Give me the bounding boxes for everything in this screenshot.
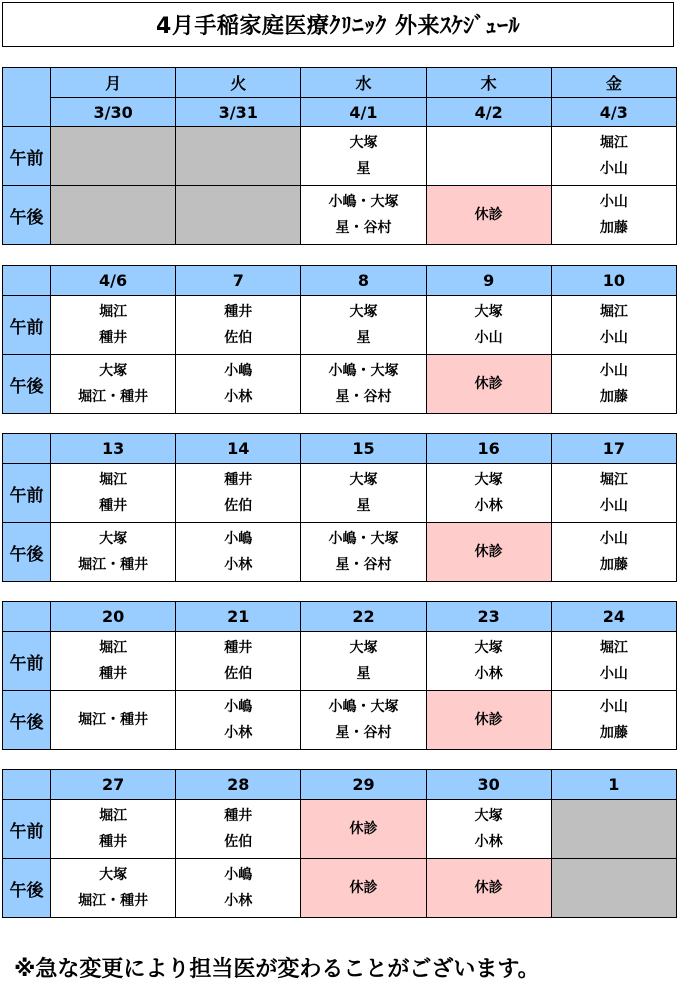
doctor-names: 種井: [224, 640, 253, 656]
schedule-cell: [176, 523, 301, 582]
schedule-cell: [176, 632, 301, 691]
afternoon-label: 午後: [3, 523, 51, 582]
schedule-cell: [551, 127, 676, 186]
doctor-names: 堀江: [599, 640, 628, 656]
date-header: 21: [176, 602, 301, 632]
morning-label: 午前: [3, 296, 51, 355]
doctor-names: 小嶋: [224, 699, 253, 715]
date-header: 17: [551, 434, 676, 464]
schedule-cell: [51, 691, 176, 750]
doctor-names: 種井: [99, 498, 128, 514]
schedule-cell: [551, 355, 676, 414]
schedule-cell: [51, 296, 176, 355]
header-corner: [3, 434, 51, 464]
schedule-cell: [426, 186, 551, 245]
header-corner: [3, 266, 51, 296]
doctor-names: 大塚: [99, 531, 128, 547]
date-header: 9: [426, 266, 551, 296]
schedule-cell: [176, 186, 301, 245]
date-header: 3/30: [51, 98, 176, 127]
doctor-names: 堀江: [99, 304, 128, 320]
morning-label: 午前: [3, 632, 51, 691]
doctor-names: 種井: [224, 808, 253, 824]
schedule-cell: [176, 800, 301, 859]
doctor-names: 星: [356, 161, 371, 177]
schedule-cell: [176, 464, 301, 523]
doctor-names: 小林: [224, 389, 253, 405]
date-header: 20: [51, 602, 176, 632]
doctor-names: 小林: [474, 498, 503, 514]
doctor-names: 小林: [224, 557, 253, 573]
change-notice: ※急な変更により担当医が変わることがございます。: [14, 957, 540, 982]
doctor-names: 種井: [224, 472, 253, 488]
schedule-cell: [551, 296, 676, 355]
header-corner: [3, 602, 51, 632]
doctor-names: 加藤: [599, 220, 628, 236]
schedule-cell: [551, 523, 676, 582]
header-corner: [3, 770, 51, 800]
schedule-cell: [301, 464, 426, 523]
week-table: [2, 601, 677, 750]
doctor-names: 小山: [474, 330, 503, 346]
doctor-names: 大塚: [474, 472, 503, 488]
afternoon-row: [3, 355, 677, 414]
morning-row: [3, 800, 677, 859]
doctor-names: 佐伯: [224, 666, 253, 682]
schedule-cell: [551, 800, 676, 859]
date-header: 30: [426, 770, 551, 800]
doctor-names: 星・谷村: [335, 220, 392, 236]
doctor-names: 小山: [599, 363, 628, 379]
schedule-cell: [301, 859, 426, 918]
doctor-names: 星: [356, 666, 371, 682]
doctor-names: 小嶋: [224, 531, 253, 547]
doctor-names: 星・谷村: [335, 725, 392, 741]
morning-label: 午前: [3, 464, 51, 523]
doctor-names: 堀江: [99, 472, 128, 488]
date-header: 23: [426, 602, 551, 632]
schedule-cell: [51, 800, 176, 859]
doctor-names: 星: [356, 330, 371, 346]
schedule-cell: [301, 186, 426, 245]
doctor-names: 大塚: [474, 808, 503, 824]
doctor-names: 小嶋: [224, 867, 253, 883]
doctor-names: 小林: [224, 725, 253, 741]
date-header: 24: [551, 602, 676, 632]
date-header: 4/6: [51, 266, 176, 296]
doctor-names: 小山: [599, 498, 628, 514]
date-header: 10: [551, 266, 676, 296]
afternoon-label: 午後: [3, 186, 51, 245]
doctor-names: 堀江: [599, 304, 628, 320]
doctor-names: 小山: [599, 531, 628, 547]
doctor-names: 大塚: [474, 304, 503, 320]
date-header: 4/1: [301, 98, 426, 127]
doctor-names: 小山: [599, 330, 628, 346]
schedule-cell: [301, 523, 426, 582]
doctor-names: 加藤: [599, 725, 628, 741]
date-header: 1: [551, 770, 676, 800]
schedule-cell: [426, 127, 551, 186]
date-header: 15: [301, 434, 426, 464]
date-header: 16: [426, 434, 551, 464]
doctor-names: 大塚: [99, 363, 128, 379]
doctor-names: 堀江: [599, 135, 628, 151]
doctor-names: 星・谷村: [335, 389, 392, 405]
doctor-names: 種井: [99, 834, 128, 850]
week-table: [2, 769, 677, 918]
morning-label: 午前: [3, 800, 51, 859]
closed-label: 休診: [349, 821, 378, 837]
closed-label: 休診: [474, 376, 503, 392]
doctor-names: 小嶋・大塚: [328, 531, 399, 547]
doctor-names: 種井: [99, 330, 128, 346]
doctor-names: 大塚: [349, 640, 378, 656]
schedule-cell: [426, 464, 551, 523]
doctor-names: 小山: [599, 699, 628, 715]
weekday-header: 水: [301, 68, 426, 98]
closed-label: 休診: [474, 880, 503, 896]
doctor-names: 小山: [599, 161, 628, 177]
doctor-names: 堀江: [599, 472, 628, 488]
doctor-names: 佐伯: [224, 498, 253, 514]
weekday-header: 木: [426, 68, 551, 98]
schedule-cell: [301, 296, 426, 355]
doctor-names: 堀江・種井: [78, 389, 149, 405]
doctor-names: 大塚: [99, 867, 128, 883]
doctor-names: 小山: [599, 666, 628, 682]
doctor-names: 佐伯: [224, 834, 253, 850]
schedule-cell: [51, 355, 176, 414]
morning-row: [3, 127, 677, 186]
schedule-cell: [551, 186, 676, 245]
doctor-names: 小山: [599, 194, 628, 210]
schedule-cell: [51, 523, 176, 582]
afternoon-row: [3, 523, 677, 582]
morning-label: 午前: [3, 127, 51, 186]
doctor-names: 小嶋・大塚: [328, 363, 399, 379]
doctor-names: 種井: [224, 304, 253, 320]
schedule-cell: [426, 691, 551, 750]
doctor-names: 加藤: [599, 389, 628, 405]
schedule-cell: [301, 632, 426, 691]
doctor-names: 小嶋・大塚: [328, 194, 399, 210]
schedule-cell: [301, 355, 426, 414]
closed-label: 休診: [474, 207, 503, 223]
schedule-cell: [51, 464, 176, 523]
weekday-header: 火: [176, 68, 301, 98]
doctor-names: 小嶋・大塚: [328, 699, 399, 715]
schedule-cell: [176, 355, 301, 414]
schedule-cell: [51, 186, 176, 245]
schedule-cell: [551, 632, 676, 691]
schedule-cell: [551, 691, 676, 750]
schedule-cell: [176, 859, 301, 918]
date-header: 29: [301, 770, 426, 800]
afternoon-row: [3, 859, 677, 918]
date-header: 27: [51, 770, 176, 800]
afternoon-label: 午後: [3, 355, 51, 414]
closed-label: 休診: [474, 712, 503, 728]
closed-label: 休診: [349, 880, 378, 896]
header-corner: [3, 68, 51, 127]
doctor-names: 佐伯: [224, 330, 253, 346]
schedule-cell: [301, 691, 426, 750]
date-header: 4/2: [426, 98, 551, 127]
doctor-names: 種井: [99, 666, 128, 682]
afternoon-row: [3, 186, 677, 245]
morning-row: [3, 464, 677, 523]
doctor-names: 堀江・種井: [78, 557, 149, 573]
schedule-cell: [551, 464, 676, 523]
morning-row: [3, 632, 677, 691]
schedule-cell: [301, 127, 426, 186]
weekday-header: 金: [551, 68, 676, 98]
date-header: 22: [301, 602, 426, 632]
afternoon-row: [3, 691, 677, 750]
schedule-cell: [426, 800, 551, 859]
date-header: 14: [176, 434, 301, 464]
doctor-names: 星・谷村: [335, 557, 392, 573]
afternoon-label: 午後: [3, 691, 51, 750]
doctor-names: 大塚: [349, 472, 378, 488]
week-table: [2, 67, 677, 245]
morning-row: [3, 296, 677, 355]
schedule-cell: [51, 859, 176, 918]
date-header: 28: [176, 770, 301, 800]
date-header: 13: [51, 434, 176, 464]
schedule-cell: [426, 632, 551, 691]
doctor-names: 小嶋: [224, 363, 253, 379]
doctor-names: 堀江・種井: [78, 893, 149, 909]
doctor-names: 小林: [224, 893, 253, 909]
doctor-names: 堀江: [99, 808, 128, 824]
weekday-header: 月: [51, 68, 176, 98]
schedule-cell: [176, 691, 301, 750]
page-title: 4月手稲家庭医療ｸﾘﾆｯｸ 外来ｽｹｼﾞｭｰﾙ: [2, 2, 674, 47]
schedule-cell: [426, 523, 551, 582]
schedule-cell: [176, 296, 301, 355]
week-table: [2, 433, 677, 582]
date-header: 3/31: [176, 98, 301, 127]
schedule-cell: [301, 800, 426, 859]
closed-label: 休診: [474, 544, 503, 560]
doctor-names: 堀江・種井: [78, 712, 149, 728]
date-header: 4/3: [551, 98, 676, 127]
doctor-names: 堀江: [99, 640, 128, 656]
week-table: [2, 265, 677, 414]
schedule-cell: [426, 296, 551, 355]
doctor-names: 星: [356, 498, 371, 514]
doctor-names: 小林: [474, 666, 503, 682]
schedule-cell: [426, 859, 551, 918]
schedule-cell: [176, 127, 301, 186]
doctor-names: 小林: [474, 834, 503, 850]
schedule-cell: [51, 127, 176, 186]
doctor-names: 大塚: [349, 135, 378, 151]
afternoon-label: 午後: [3, 859, 51, 918]
doctor-names: 加藤: [599, 557, 628, 573]
schedule-cell: [426, 355, 551, 414]
schedule-cell: [551, 859, 676, 918]
date-header: 8: [301, 266, 426, 296]
date-header: 7: [176, 266, 301, 296]
doctor-names: 大塚: [474, 640, 503, 656]
doctor-names: 大塚: [349, 304, 378, 320]
schedule-cell: [51, 632, 176, 691]
